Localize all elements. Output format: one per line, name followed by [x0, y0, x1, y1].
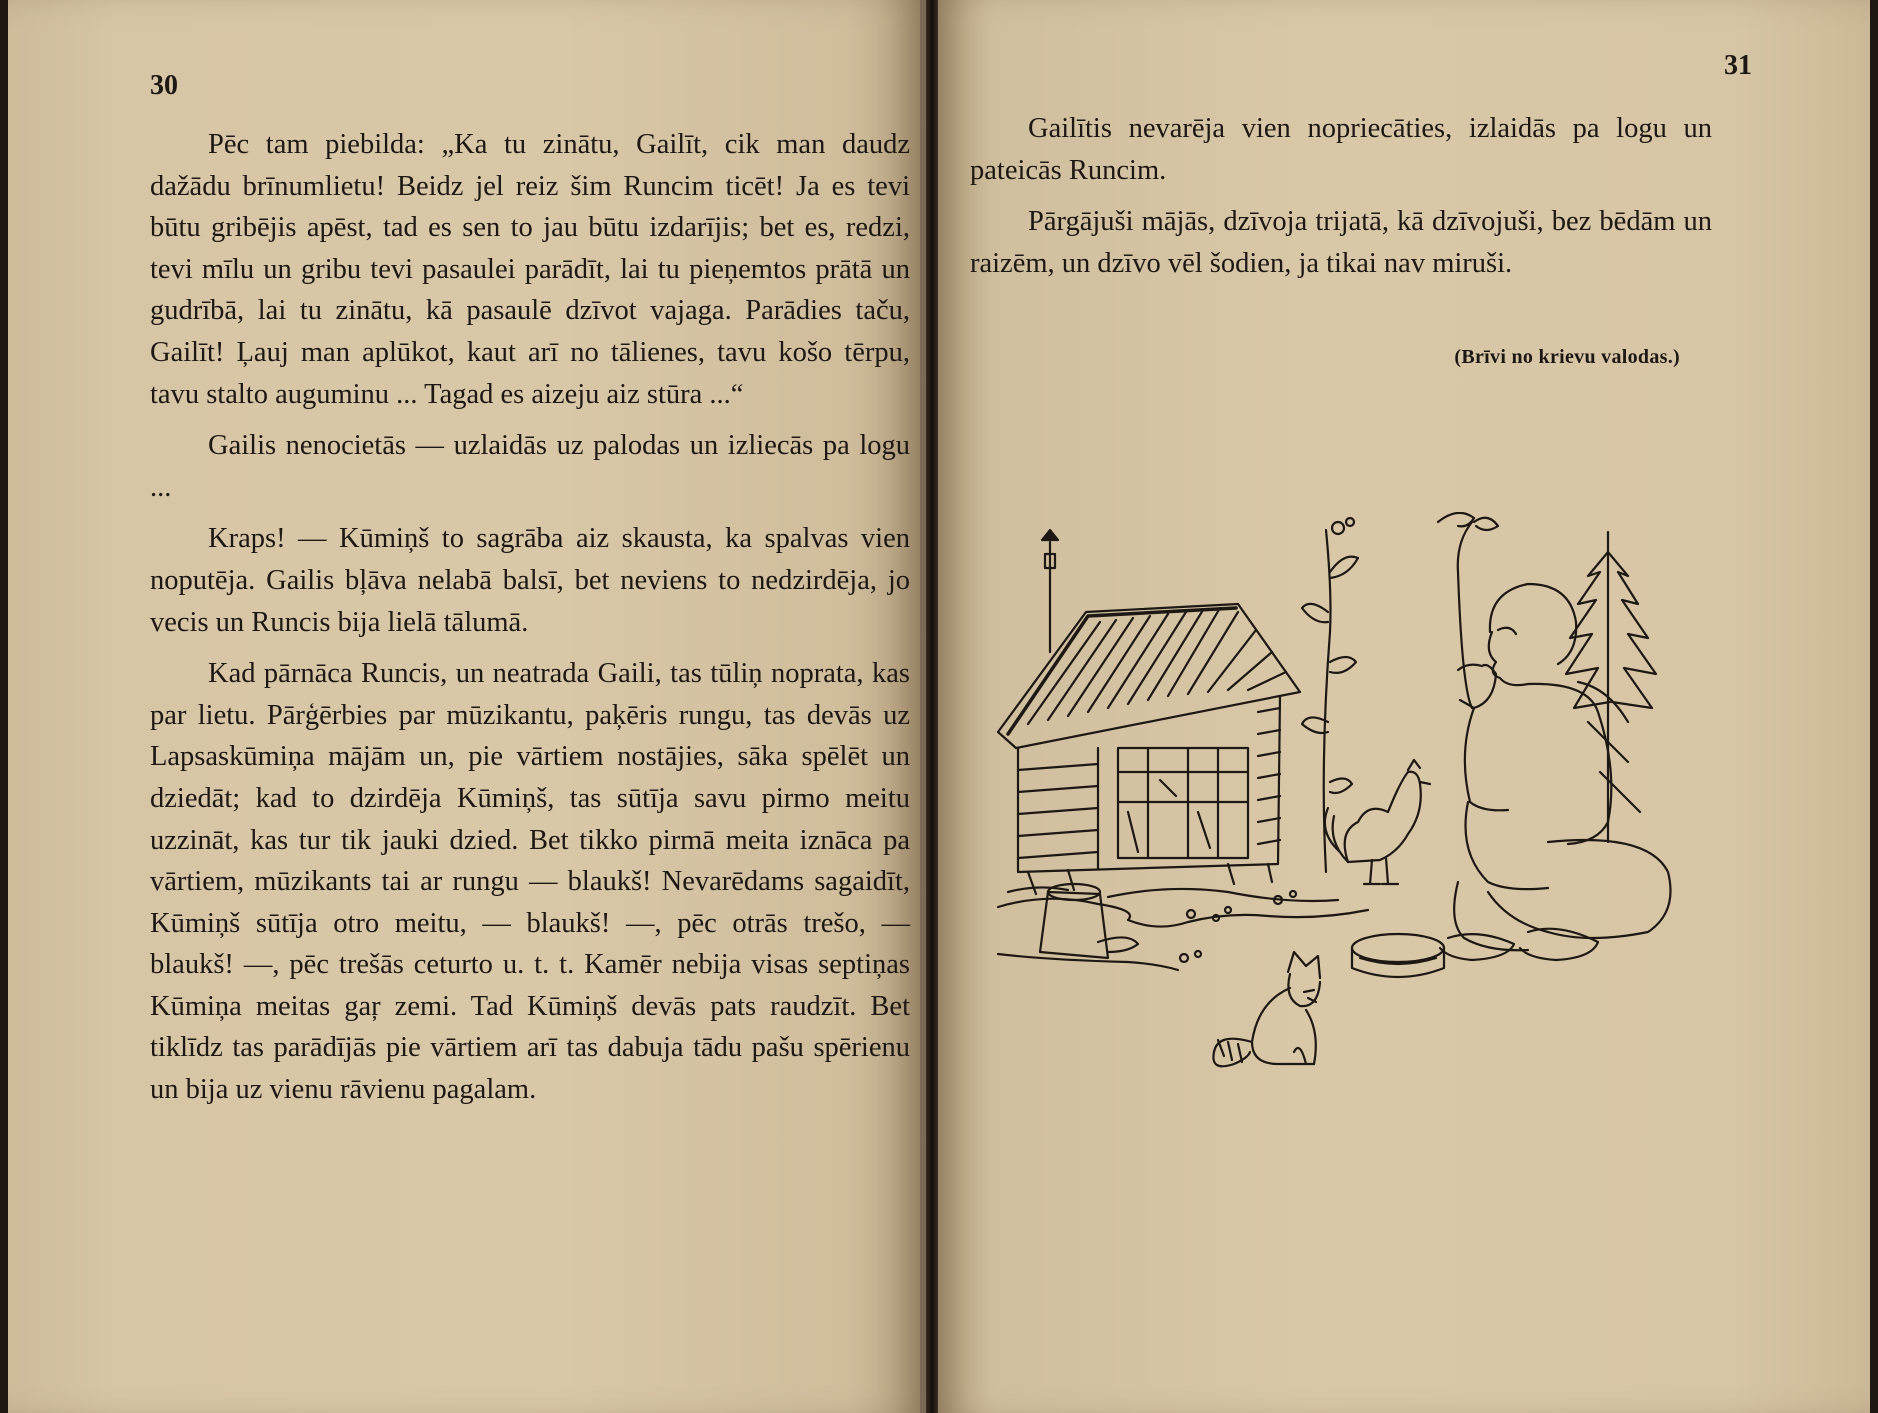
old-man — [1438, 513, 1671, 960]
hut — [998, 604, 1300, 894]
book-spine — [926, 0, 938, 1413]
source-note: (Brīvi no krievu valodas.) — [1454, 346, 1680, 368]
cat — [1213, 952, 1320, 1066]
paragraph: Kad pārnāca Runcis, un neatrada Gaili, tas tūliņ noprata, kas par lietu. Pārģērbies par mūzikantu, paķēris rungu, tas devās uz Lapsaskūmiņa mājām un, pie vārtiem nostājies, sāka spēlēt un dziedāt; kad to dzirdēja Kūmiņš, tas sūtīja savu pirmo meitu uzzināt, kas tur tik jauki dzied. Bet tikko pirmā meita iznāca pa vārtiem, mūzikants tai ar rungu — blaukš! Nevarēdams sagaidīt, Kūmiņš sūtīja otro meitu, — blaukš! —, pēc otrās trešo, — blaukš! —, pēc trešās ceturto u. t. t. Kamēr nebija visas septiņas Kūmiņa meitas gaŗ zemi. Tad Kūmiņš devās pats raudzīt. Bet tiklīdz tas parādījās pie vārtiem arī tas dabuja tādu pašu spērienu un bija uz vienu rāvienu pagalam. — [150, 658, 910, 1106]
pole — [1042, 530, 1058, 652]
paragraph: Gailis nenocietās — uzlaidās uz palodas un izliecās pa logu ... — [150, 430, 910, 503]
page-number-left: 30 — [150, 70, 178, 101]
paragraph: Gailītis nevarēja vien nopriecāties, izlaidās pa logu un pateicās Runcim. — [970, 113, 1712, 186]
whetstone — [1352, 934, 1444, 977]
right-page — [938, 0, 1870, 1413]
left-page-text — [150, 124, 910, 1111]
page-number-right: 31 — [1724, 50, 1752, 81]
old-man-hut-rooster-cat-illustration — [988, 512, 1688, 1072]
left-page — [8, 0, 926, 1413]
right-page-text — [970, 108, 1712, 284]
sunflower-plant — [1302, 518, 1358, 872]
paragraph: Kraps! — Kūmiņš to sagrāba aiz skausta, ka spalvas vien noputēja. Gailis bļāva nelabā balsī, bet neviens to nedzirdēja, jo vecis un Runcis bija lielā tālumā. — [150, 523, 910, 638]
paragraph: Pēc tam piebilda: „Ka tu zinātu, Gailīt, cik man daudz dažādu brīnumlietu! Beidz jel reiz šim Runcim ticēt! Ja es tevi būtu gribējis apēst, tad es sen to jau būtu izdarījis; bet es, redzi, tevi mīlu un gribu tevi pasaulei parādīt, lai tu pieņemtos prātā un gudrībā, lai tu zinātu, kā pasaulē dzīvot vajaga. Parādies taču, Gailīt! Ļauj man aplūkot, kaut arī no tālienes, tavu košo tērpu, tavu stalto auguminu ... Tagad es aizeju aiz stūra ...“ — [150, 129, 910, 410]
paragraph: Pārgājuši mājās, dzīvoja trijatā, kā dzīvojuši, bez bēdām un raizēm, un dzīvo vēl šodien, ja tikai nav miruši. — [970, 206, 1712, 279]
